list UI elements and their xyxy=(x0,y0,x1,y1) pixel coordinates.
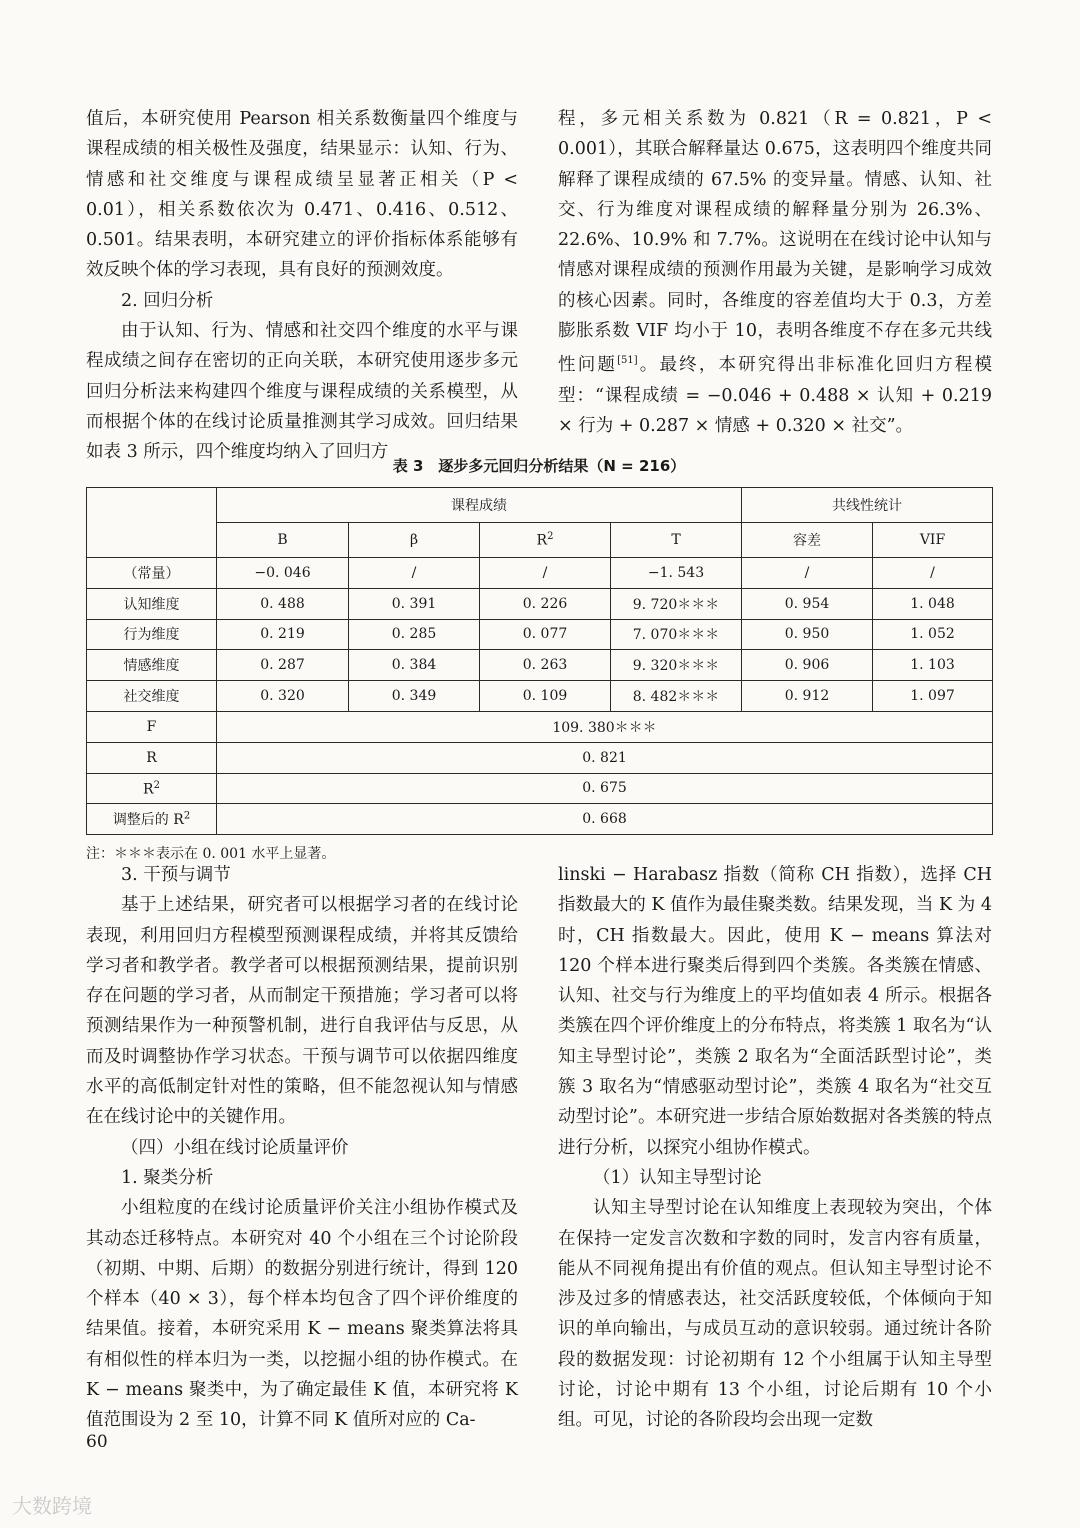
column-header-text: R xyxy=(536,532,548,549)
table-cell: 0. 320 xyxy=(217,681,349,712)
table-row xyxy=(87,681,993,712)
merged-cell: 109. 380＊＊＊ xyxy=(217,711,993,742)
right-column-top xyxy=(558,104,992,441)
section-heading: （1）认知主导型讨论 xyxy=(593,1167,762,1188)
watermark: 大数跨境 xyxy=(12,1494,92,1518)
paragraph: 认知主导型讨论在认知维度上表现较为突出，个体在保持一定发言次数和字数的同时，发言内容有质量，能从不同视角提出有价值的观点。但认知主导型讨论不涉及过多的情感表达，社交活跃度较低，个体倾向于知识的单向输出，与成员互动的意识较弱。通过统计各阶段的数据发现：讨论初期有 12 个小组属于认知主导型讨论，讨论中期有 13 个小组，讨论后期有 10 个小组。可见，讨论的各阶段均会出现一定数 xyxy=(558,1198,992,1431)
table-cell: 0. 391 xyxy=(349,588,480,619)
table-cell: 0. 488 xyxy=(217,588,349,619)
table-cell: / xyxy=(873,558,993,589)
table-row xyxy=(87,619,993,650)
table-row xyxy=(87,588,993,619)
paragraph: 由于认知、行为、情感和社交四个维度的水平与课程成绩之间存在密切的正向关联，本研究使用逐步多元回归分析法来构建四个维度与课程成绩的关系模型，从而根据个体的在线讨论质量推测其学习成效。回归结果如表 3 所示，四个维度均纳入了回归方 xyxy=(86,321,518,463)
row-label: 情感维度 xyxy=(87,650,217,681)
merged-cell: 0. 675 xyxy=(217,773,993,804)
table-cell: 0. 349 xyxy=(349,681,480,712)
group-header-course: 课程成绩 xyxy=(217,488,742,523)
table-cell: 0. 950 xyxy=(742,619,873,650)
table-cell: 0. 384 xyxy=(349,650,480,681)
superscript: 2 xyxy=(183,810,191,822)
group-header-collinearity: 共线性统计 xyxy=(742,488,993,523)
table-row xyxy=(87,773,993,804)
merged-cell: 0. 821 xyxy=(217,742,993,773)
table-cell: 8. 482＊＊＊ xyxy=(611,681,742,712)
row-label: 社交维度 xyxy=(87,681,217,712)
left-column-bottom xyxy=(86,860,518,1436)
table-cell: 7. 070＊＊＊ xyxy=(611,619,742,650)
page-number: 60 xyxy=(86,1432,108,1452)
table-cell: −0. 046 xyxy=(217,558,349,589)
section-heading: 3. 干预与调节 xyxy=(121,865,231,885)
paragraph-text: 。最终，本研究得出非标准化回归方程模型：“课程成绩 = −0.046 + 0.488 × 认知 + 0.219 × 行为 + 0.287 × 情感 + 0.320 × 社交”。 xyxy=(558,355,993,436)
table-subheader-row xyxy=(87,523,993,558)
table-row xyxy=(87,742,993,773)
column-header: VIF xyxy=(873,523,993,558)
row-label: （常量） xyxy=(87,558,217,589)
table-cell: 9. 720＊＊＊ xyxy=(611,588,742,619)
row-label: 行为维度 xyxy=(87,619,217,650)
table-note: 注：＊＊＊表示在 0. 001 水平上显著。 xyxy=(86,846,336,862)
table-cell: 0. 109 xyxy=(480,681,611,712)
table-cell: −1. 543 xyxy=(611,558,742,589)
table-cell: 0. 906 xyxy=(742,650,873,681)
table-row xyxy=(87,711,993,742)
column-header: T xyxy=(611,523,742,558)
row-label: R xyxy=(87,742,217,773)
table-row xyxy=(87,650,993,681)
table-row xyxy=(87,804,993,835)
column-header: B xyxy=(217,523,349,558)
column-header: 容差 xyxy=(742,523,873,558)
section-heading: （四）小组在线讨论质量评价 xyxy=(121,1137,349,1158)
table-cell: / xyxy=(480,558,611,589)
section-heading: 1. 聚类分析 xyxy=(121,1167,214,1188)
row-label: F xyxy=(87,711,217,742)
row-label xyxy=(87,773,217,804)
superscript: 2 xyxy=(547,531,554,543)
table-cell: 0. 287 xyxy=(217,650,349,681)
table-cell: 0. 226 xyxy=(480,588,611,619)
table-cell: / xyxy=(349,558,480,589)
paragraph: linski − Harabasz 指数（简称 CH 指数），选择 CH 指数最大的 K 值作为最佳聚类数。结果发现，当 K 为 4 时，CH 指数最大。因此，使用 K − means 算法对 120 个样本进行聚类后得到四个类簇。各类簇在情感、认知、社交与行为维度上的平均值如表 4 所示。根据各类簇在四个评价维度上的分布特点，将类簇 1 取名为“认知主导型讨论”，类簇 2 取名为“全面活跃型讨论”，类簇 3 取名为“情感驱动型讨论”，类簇 4 取名为“社交互动型讨论”。本研究进一步结合原始数据对各类簇的特点进行分析，以探究小组协作模式。 xyxy=(558,865,992,1158)
table-header-row xyxy=(87,488,993,523)
table-cell: 0. 219 xyxy=(217,619,349,650)
table-cell: 1. 097 xyxy=(873,681,993,712)
superscript: 2 xyxy=(153,779,160,791)
merged-cell: 0. 668 xyxy=(217,804,993,835)
table-cell: 1. 048 xyxy=(873,588,993,619)
left-column-top xyxy=(86,104,518,468)
column-header: β xyxy=(349,523,480,558)
table-cell: 0. 285 xyxy=(349,619,480,650)
table-cell: / xyxy=(742,558,873,589)
table-caption: 表 3 逐步多元回归分析结果（N = 216） xyxy=(392,457,686,475)
paragraph: 小组粒度的在线讨论质量评价关注小组协作模式及其动态迁移特点。本研究对 40 个小组在三个讨论阶段（初期、中期、后期）的数据分别进行统计，得到 120 个样本（40 × 3），每个样本均包含了四个评价维度的结果值。接着，本研究采用 K − means 聚类算法将具有相似性的样本归为一类，以挖掘小组的协作模式。在 K − means 聚类中，为了确定最佳 K 值，本研究将 K 值范围设为 2 至 10，计算不同 K 值所对应的 Ca- xyxy=(86,1198,518,1431)
paragraph-text: 程，多元相关系数为 0.821（R = 0.821，P < 0.001），其联合解释量达 0.675，这表明四个维度共同解释了课程成绩的 67.5% 的变异量。情感、认知、社交、行为维度对课程成绩的解释量分别为 26.3%、22.6%、10.9% 和 7.7%。这说明在在线讨论中认知与情感对课程成绩的预测作用最为关键，是影响学习成效的核心因素。同时，各维度的容差值均大于 0.3，方差膨胀系数 VIF 均小于 10，表明各维度不存在多元共线性问题 xyxy=(558,109,992,376)
row-label-text: 调整后的 R xyxy=(112,812,184,829)
table-cell: 0. 912 xyxy=(742,681,873,712)
section-heading: 2. 回归分析 xyxy=(121,290,214,311)
row-label xyxy=(87,804,217,835)
column-header xyxy=(480,523,611,558)
table-corner xyxy=(87,488,217,558)
table-cell: 0. 263 xyxy=(480,650,611,681)
paragraph: 基于上述结果，研究者可以根据学习者的在线讨论表现，利用回归方程模型预测课程成绩，并将其反馈给学习者和教学者。教学者可以根据预测结果，提前识别存在问题的学习者，从而制定干预措施；学习者可以将预测结果作为一种预警机制，进行自我评估与反思，从而及时调整协作学习状态。干预与调节可以依据四维度水平的高低制定针对性的策略，但不能忽视认知与情感在在线讨论中的关键作用。 xyxy=(86,895,518,1128)
right-column-bottom xyxy=(558,860,992,1436)
table-cell: 0. 954 xyxy=(742,588,873,619)
paragraph xyxy=(558,104,992,441)
table-cell: 1. 103 xyxy=(873,650,993,681)
table-cell: 0. 077 xyxy=(480,619,611,650)
table-row xyxy=(87,558,993,589)
paragraph: 值后，本研究使用 Pearson 相关系数衡量四个维度与课程成绩的相关极性及强度，结果显示：认知、行为、情感和社交维度与课程成绩呈显著正相关（P < 0.01），相关系数依次为 0.471、0.416、0.512、0.501。结果表明，本研究建立的评价指标体系能够有效反映个体的学习表现，具有良好的预测效度。 xyxy=(86,109,518,281)
row-label-text: R xyxy=(143,781,154,798)
table-cell: 9. 320＊＊＊ xyxy=(611,650,742,681)
citation: [51] xyxy=(617,355,638,367)
table-cell: 1. 052 xyxy=(873,619,993,650)
row-label: 认知维度 xyxy=(87,588,217,619)
regression-table xyxy=(86,487,993,835)
